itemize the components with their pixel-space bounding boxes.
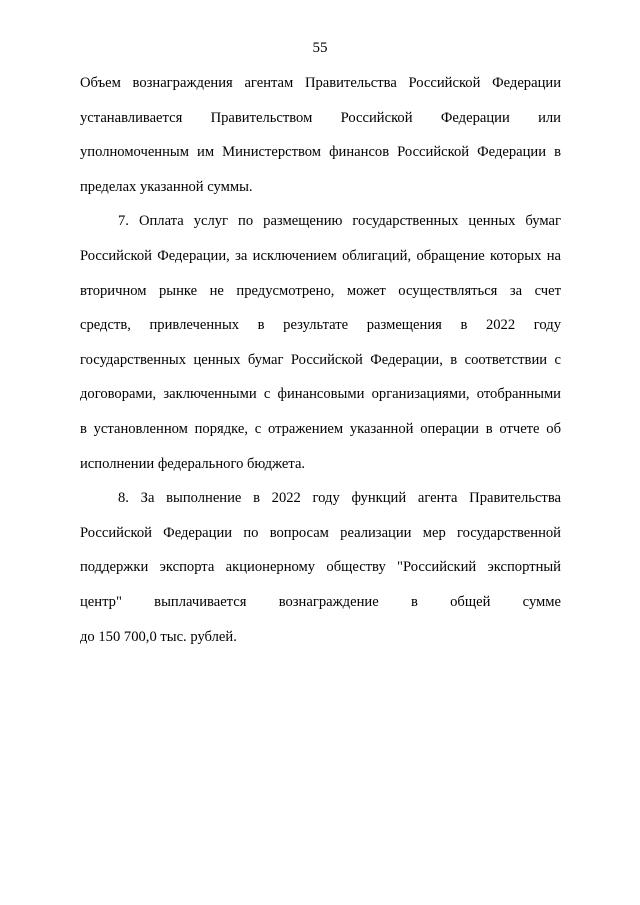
paragraph-line: исполнении федерального бюджета. — [80, 455, 306, 472]
paragraph-line: государственных ценных бумаг Российской Федерации, в соответствии с — [80, 351, 561, 368]
paragraph-line: в установленном порядке, с отражением указанной операции в отчете об — [80, 420, 561, 437]
paragraph-line: Объем вознаграждения агентам Правительства Российской Федерации — [80, 75, 561, 91]
paragraph-line: устанавливается Правительством Российской Федерации или — [80, 109, 561, 126]
paragraph-3 — [80, 481, 561, 654]
paragraph-line: Российской Федерации, за исключением облигаций, обращение которых на — [80, 247, 561, 264]
page-number: 55 — [312, 40, 328, 56]
paragraph-1 — [80, 66, 561, 204]
paragraph-line: уполномоченным им Министерством финансов Российской Федерации в — [80, 144, 561, 161]
paragraph-line: пределах указанной суммы. — [80, 178, 253, 195]
paragraph-line: 7. Оплата услуг по размещению государственных ценных бумаг — [118, 213, 561, 230]
paragraph-2 — [80, 204, 561, 481]
document-body — [80, 66, 561, 654]
paragraph-line: 8. За выполнение в 2022 году функций агента Правительства — [118, 490, 561, 507]
paragraph-line: Российской Федерации по вопросам реализации мер государственной — [80, 524, 561, 541]
paragraph-line: вторичном рынке не предусмотрено, может осуществляться за счет — [80, 282, 561, 299]
paragraph-line: поддержки экспорта акционерному обществу "Российский экспортный — [80, 559, 561, 576]
paragraph-line: договорами, заключенными с финансовыми организациями, отобранными — [80, 386, 561, 403]
paragraph-line: до 150 700,0 тыс. рублей. — [80, 628, 237, 645]
paragraph-line: центр" выплачивается вознаграждение в общей сумме — [80, 593, 561, 610]
paragraph-line: средств, привлеченных в результате размещения в 2022 году — [80, 317, 561, 334]
